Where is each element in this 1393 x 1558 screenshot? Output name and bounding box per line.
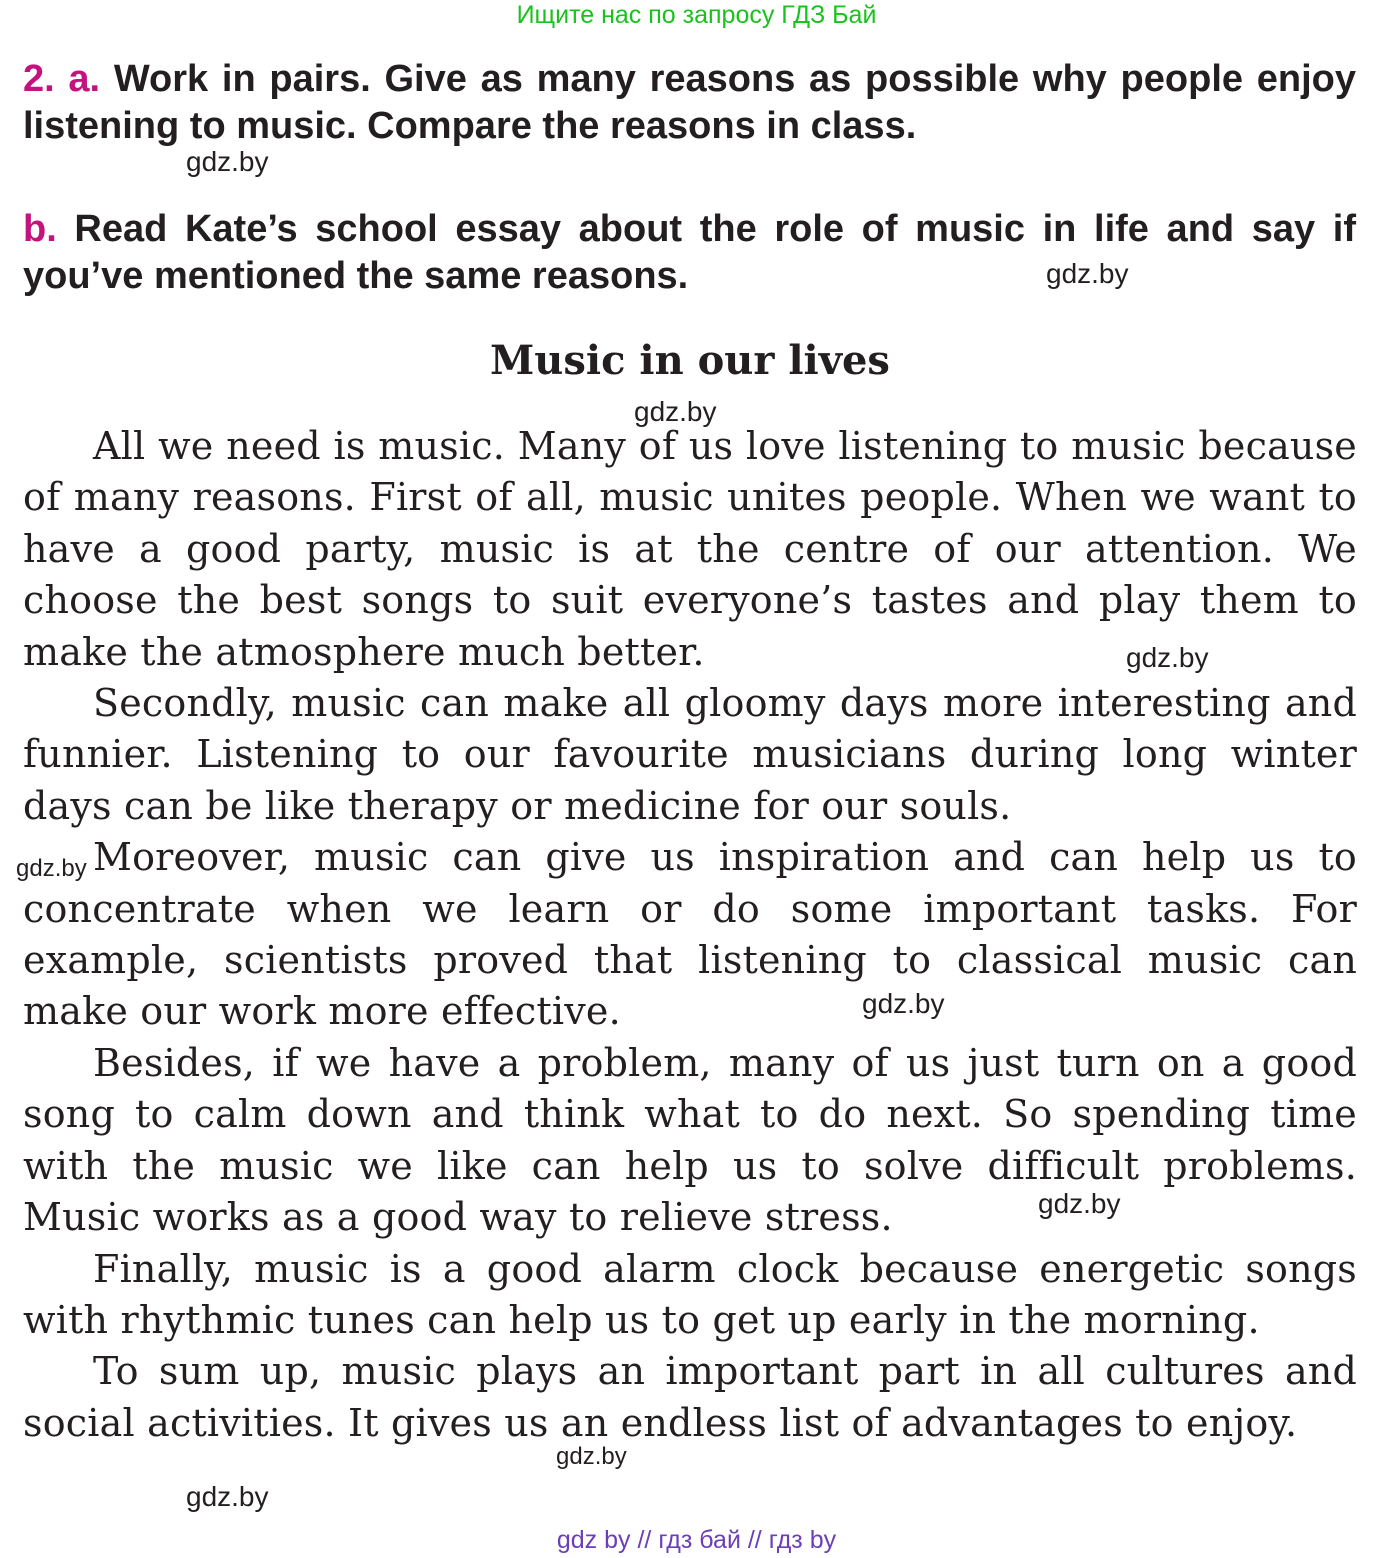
task-b-text: Read Kate’s school essay about the role of music in life and say if you’ve mentioned the same reasons. xyxy=(23,208,1356,297)
watermark: gdz.by xyxy=(862,988,945,1019)
watermark: gdz.by xyxy=(1038,1188,1121,1219)
bottom-banner: gdz by // гдз бай // гдз by xyxy=(556,1526,837,1554)
watermark: gdz.by xyxy=(556,1443,627,1470)
watermark: gdz.by xyxy=(186,146,269,177)
top-banner: Ищите нас по запросу ГДЗ Бай xyxy=(516,1,877,29)
essay-paragraph: Moreover, music can give us inspiration and can help us to concentrate when we learn or do some important tasks. For example, scientists proved that listening to classical music can make our work more effective. xyxy=(23,835,1357,1034)
essay-paragraph: All we need is music. Many of us love listening to music because of many reasons. First of all, music unites people. When we want to have a good party, music is at the centre of our attention. We choose the best songs to suit everyone’s tastes and play them to make the atmosphere much better. xyxy=(23,424,1357,674)
watermark: gdz.by xyxy=(634,396,717,427)
essay-paragraph: Finally, music is a good alarm clock because energetic songs with rhythmic tunes can help us to get up early in the morning. xyxy=(23,1246,1357,1342)
essay-paragraph: Besides, if we have a problem, many of us just turn on a good song to calm down and think what to do next. So spending time with the music we like can help us to solve difficult problems. Music works as a good way to relieve stress. xyxy=(23,1040,1357,1240)
task-a-number: 2. a. xyxy=(23,58,101,100)
watermark: gdz.by xyxy=(1126,642,1209,673)
essay-body xyxy=(23,421,1357,1449)
task-b xyxy=(23,206,1356,300)
task-a-text: Work in pairs. Give as many reasons as possible why people enjoy listening to music. Compare the reasons in class. xyxy=(23,58,1356,147)
essay-title: Music in our lives xyxy=(490,337,890,384)
watermark: gdz.by xyxy=(186,1481,269,1512)
watermark: gdz.by xyxy=(16,855,87,882)
task-a xyxy=(23,56,1356,150)
essay-paragraph: Secondly, music can make all gloomy days more interesting and funnier. Listening to our favourite musicians during long winter days can be like therapy or medicine for our souls. xyxy=(23,681,1357,828)
watermark: gdz.by xyxy=(1046,258,1129,289)
task-b-number: b. xyxy=(23,208,57,250)
essay-paragraph: To sum up, music plays an important part in all cultures and social activities. It gives us an endless list of advantages to enjoy. xyxy=(23,1349,1357,1445)
